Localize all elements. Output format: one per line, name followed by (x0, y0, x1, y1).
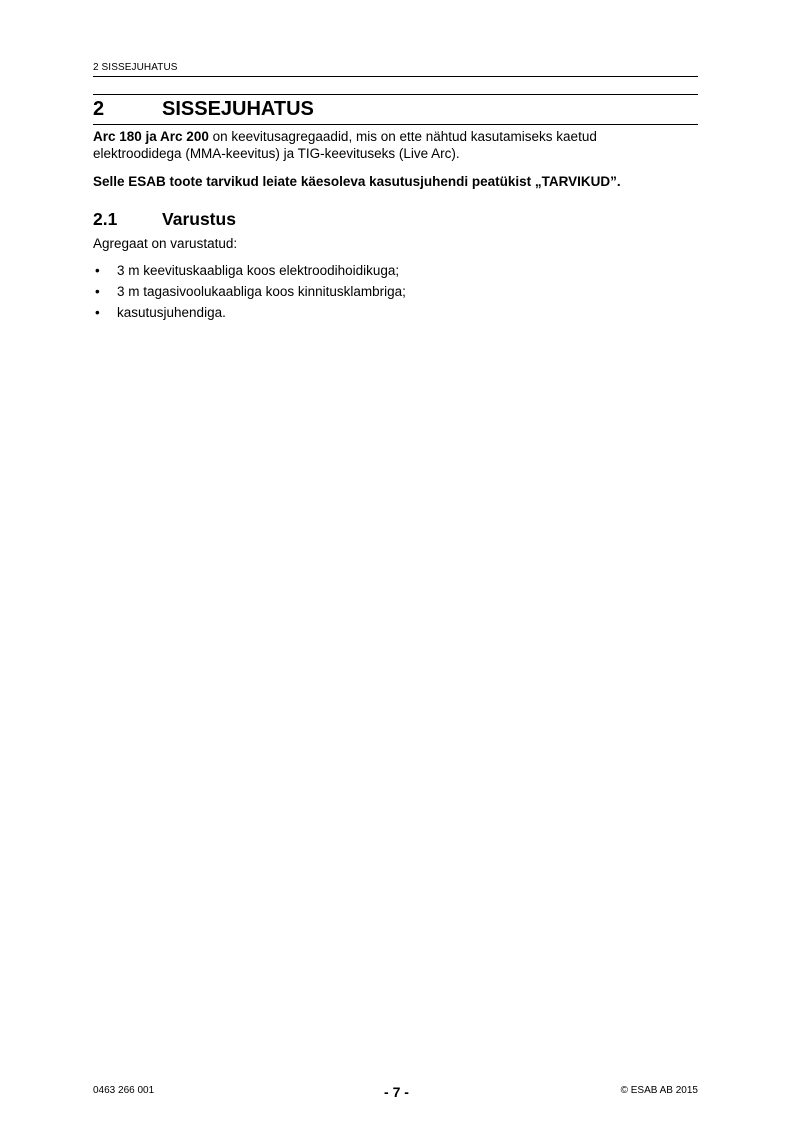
list-item-text: kasutusjuhendiga. (117, 305, 226, 320)
heading-top-rule (93, 94, 698, 95)
list-item (93, 262, 698, 283)
intro-text-line2: elektroodidega (MMA-keevitus) ja TIG-keevituseks (Live Arc). (93, 146, 460, 161)
accessories-note: Selle ESAB toote tarvikud leiate käesoleva kasutusjuhendi peatükist „TARVIKUD”. (93, 174, 621, 189)
running-header: 2 SISSEJUHATUS (93, 62, 178, 73)
footer-page-number: - 7 - (384, 1084, 409, 1100)
equipment-list (93, 262, 698, 325)
list-item (93, 304, 698, 325)
bullet-icon: • (95, 263, 100, 278)
equipment-lead: Agregaat on varustatud: (93, 236, 238, 251)
list-item-text: 3 m keevituskaabliga koos elektroodihoidikuga; (117, 263, 400, 278)
header-rule (93, 76, 698, 77)
section-title: SISSEJUHATUS (162, 98, 314, 120)
intro-text-line1: on keevitusagregaadid, mis on ette nähtud kasutamiseks kaetud (208, 129, 597, 144)
subsection-number: 2.1 (93, 209, 118, 229)
subsection-title: Varustus (162, 209, 236, 229)
section-number: 2 (93, 98, 105, 120)
intro-paragraph (93, 128, 698, 162)
list-item (93, 283, 698, 304)
bullet-icon: • (95, 305, 100, 320)
footer-copyright: © ESAB AB 2015 (620, 1085, 698, 1096)
intro-bold-lead: Arc 180 ja Arc 200 (93, 129, 209, 144)
footer-doc-number: 0463 266 001 (93, 1085, 155, 1096)
list-item-text: 3 m tagasivoolukaabliga koos kinnitusklambriga; (117, 284, 406, 299)
bullet-icon: • (95, 284, 100, 299)
heading-bottom-rule (93, 124, 698, 125)
